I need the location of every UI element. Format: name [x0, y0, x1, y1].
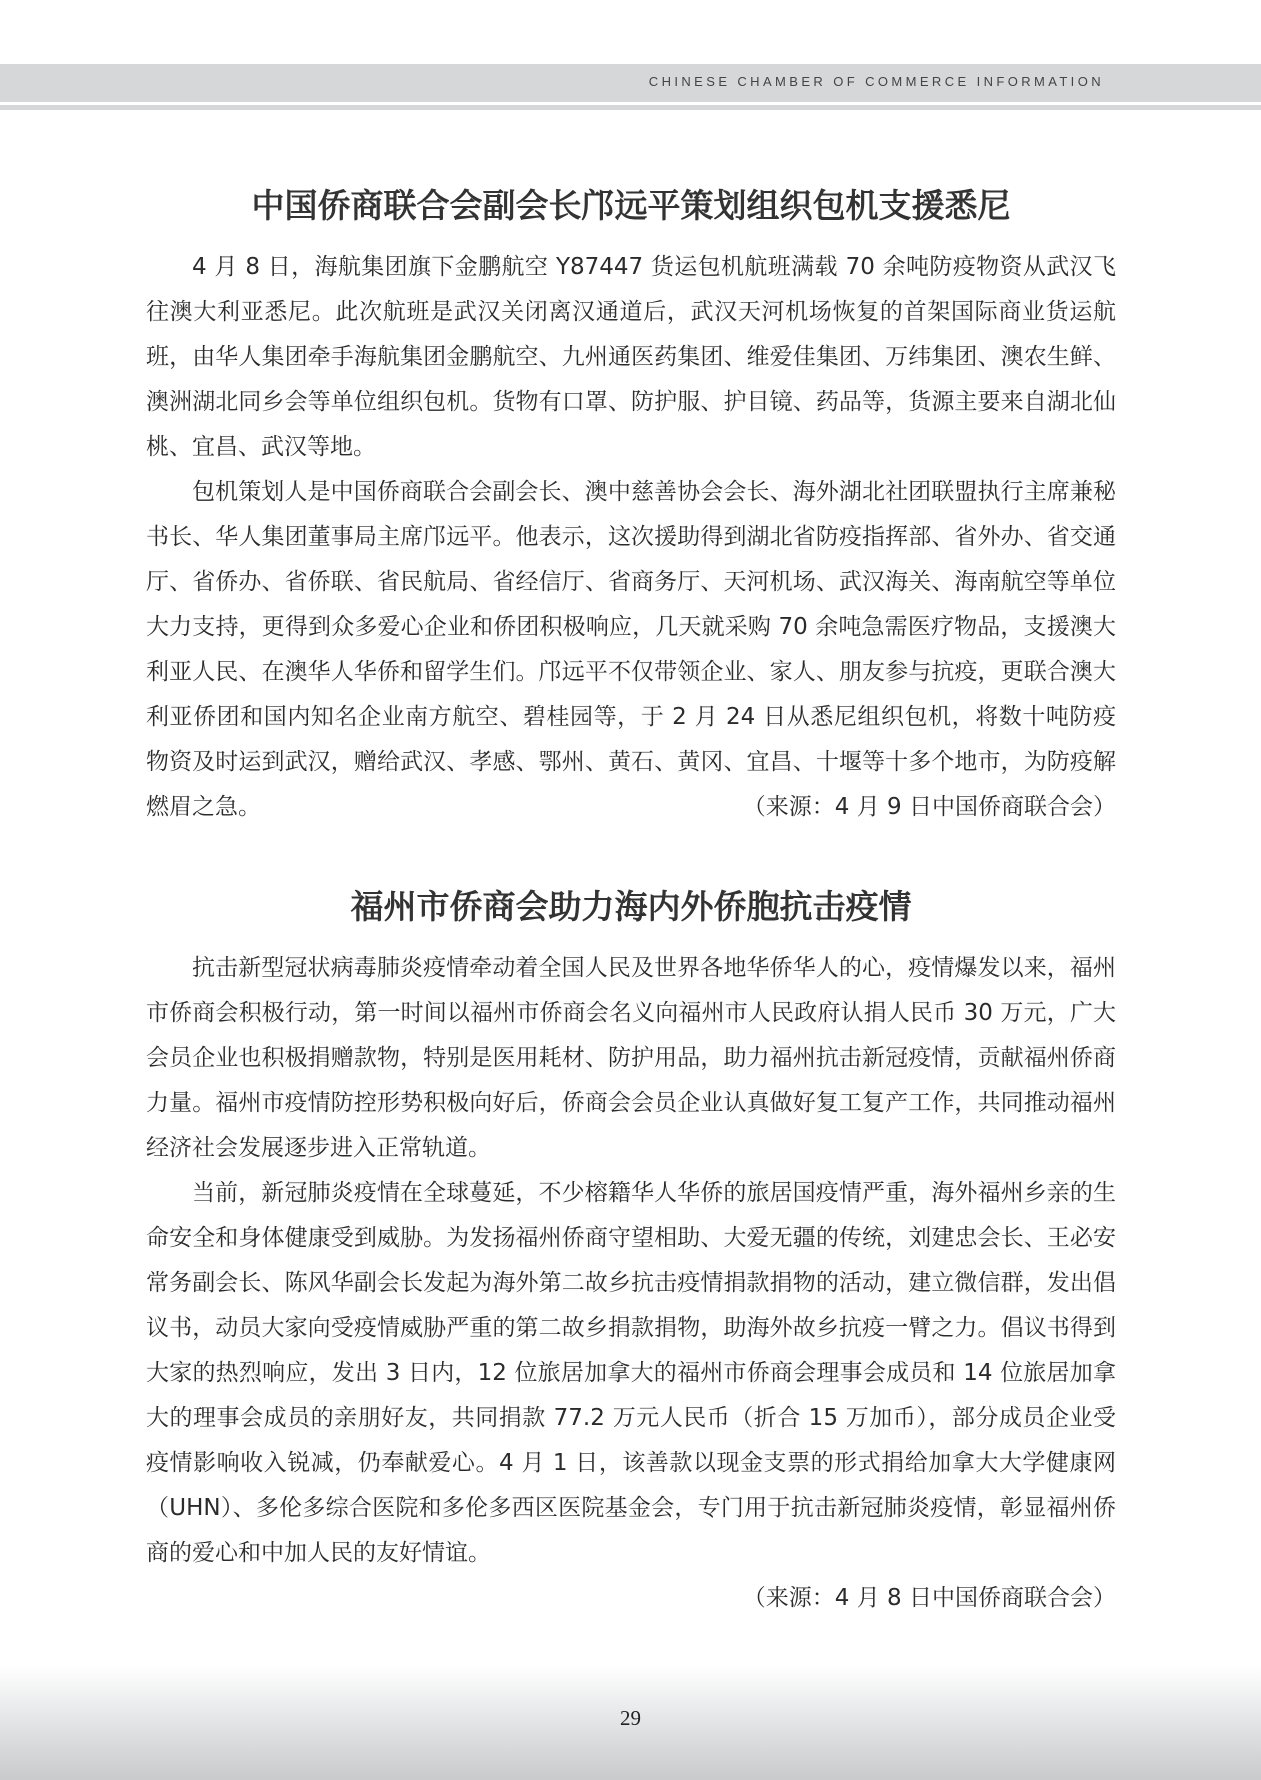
article-title: 中国侨商联合会副会长邝远平策划组织包机支援悉尼: [251, 186, 1011, 225]
article-paragraph-text: 包机策划人是中国侨商联合会副会长、澳中慈善协会会长、海外湖北社团联盟执行主席兼秘书长、华人集团董事局主席邝远平。他表示，这次援助得到湖北省防疫指挥部、省外办、省交通厅、省侨办、省侨联、省民航局、省经信厅、省商务厅、天河机场、武汉海关、海南航空等单位大力支持，更得到众多爱心企业和侨团积极响应，几天就采购 70 余吨急需医疗物品，支援澳大利亚人民、在澳华人华侨和留学生们。邝远平不仅带领企业、家人、朋友参与抗疫，更联合澳大利亚侨团和国内知名企业南方航空、碧桂园等，于 2 月 24 日从悉尼组织包机，将数十吨防疫物资及时运到武汉，赠给武汉、孝感、鄂州、黄石、黄冈、宜昌、十堰等十多个地市，为防疫解燃眉之急。: [146, 479, 1116, 820]
article-source: （来源：4 月 8 日中国侨商联合会）: [742, 1585, 1116, 1611]
article-paragraph: [146, 470, 1116, 830]
article-title: 福州市侨商会助力海内外侨胞抗击疫情: [350, 887, 912, 926]
page-content: [146, 185, 1116, 1621]
article-paragraph: 当前，新冠肺炎疫情在全球蔓延，不少榕籍华人华侨的旅居国疫情严重，海外福州乡亲的生命安全和身体健康受到威胁。为发扬福州侨商守望相助、大爱无疆的传统，刘建忠会长、王必安常务副会长、陈风华副会长发起为海外第二故乡抗击疫情捐款捐物的活动，建立微信群，发出倡议书，动员大家向受疫情威胁严重的第二故乡捐款捐物，助海外故乡抗疫一臂之力。倡议书得到大家的热烈响应，发出 3 日内，12 位旅居加拿大的福州市侨商会理事会成员和 14 位旅居加拿大的理事会成员的亲朋好友，共同捐款 77.2 万元人民币（折合 15 万加币），部分成员企业受疫情影响收入锐减，仍奉献爱心。4 月 1 日，该善款以现金支票的形式捐给加拿大大学健康网（UHN）、多伦多综合医院和多伦多西区医院基金会，专门用于抗击新冠肺炎疫情，彰显福州侨商的爱心和中加人民的友好情谊。: [146, 1180, 1116, 1566]
article-source: （来源：4 月 9 日中国侨商联合会）: [742, 794, 1116, 820]
article-paragraph: 抗击新型冠状病毒肺炎疫情牵动着全国人民及世界各地华侨华人的心，疫情爆发以来，福州市侨商会积极行动，第一时间以福州市侨商会名义向福州市人民政府认捐人民币 30 万元，广大会员企业也积极捐赠款物，特别是医用耗材、防护用品，助力福州抗击新冠疫情，贡献福州侨商力量。福州市疫情防控形势积极向好后，侨商会会员企业认真做好复工复产工作，共同推动福州经济社会发展逐步进入正常轨道。: [146, 955, 1116, 1161]
article-paragraph: 4 月 8 日，海航集团旗下金鹏航空 Y87447 货运包机航班满载 70 余吨防疫物资从武汉飞往澳大利亚悉尼。此次航班是武汉关闭离汉通道后，武汉天河机场恢复的首架国际商业货运航班，由华人集团牵手海航集团金鹏航空、九州通医药集团、维爱佳集团、万纬集团、澳农生鲜、澳洲湖北同乡会等单位组织包机。货物有口罩、防护服、护目镜、药品等，货源主要来自湖北仙桃、宜昌、武汉等地。: [146, 254, 1116, 460]
article-2: [146, 886, 1116, 1621]
header-divider: [0, 105, 1261, 110]
publication-name: CHINESE CHAMBER OF COMMERCE INFORMATION: [648, 74, 1104, 89]
article-1: [146, 185, 1116, 830]
page-number: 29: [620, 1706, 641, 1730]
